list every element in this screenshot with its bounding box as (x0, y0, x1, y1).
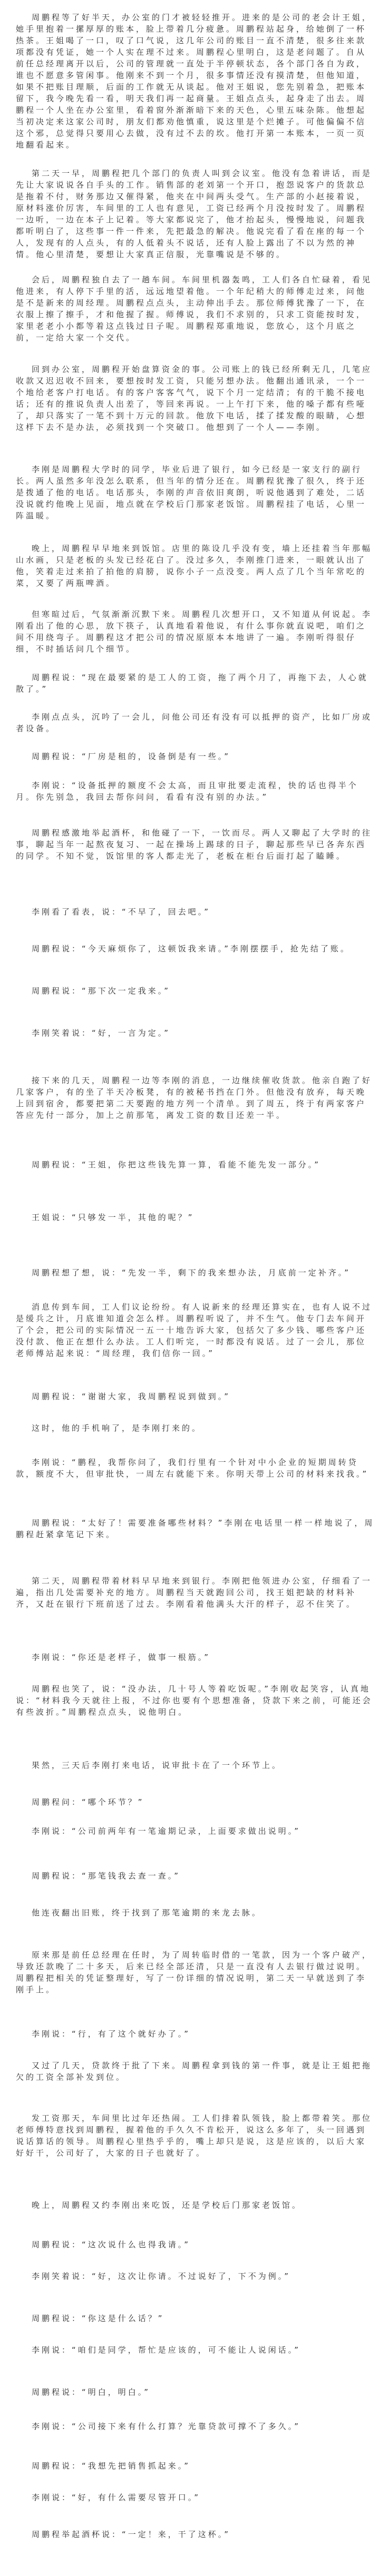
dialogue-paragraph: 周鹏程想了想，说：“先发一半，剩下的我来想办法，月底前一定补齐。” (32, 1268, 351, 1277)
dialogue-paragraph: 周鹏程说：“明白，明白。” (32, 2387, 151, 2397)
dialogue-paragraph: 李刚说：“公司接下来有什么打算？光靠贷款可撑不了多久。” (32, 2422, 301, 2431)
narrative-paragraph: 果然，三天后李刚打来电话，说审批卡在了一个环节上。 (32, 1761, 282, 1770)
narrative-paragraph: 周鹏程等了好半天，办公室的门才被轻轻推开。进来的是公司的老会计王姐，她手里抱着一摞厚厚的账本，脸上带着几分疲惫。周鹏程站起身，给她倒了一杯热茶。王姐喝了一口，叹了口气说，这几年公司的账目一直不清楚，很多往来款项都没有凭证，她一个人实在理不过来。周鹏程心里明白，这是老问题了。自从前任总经理离开以后，公司的管理就一直处于半停顿状态，各个部门各自为政，谁也不愿意多管闲事。他刚来不到一个月，很多事情还没有摸清楚，但他知道，如果不把账目理顺，后面的工作就无从谈起。他对王姐说，您先别着急，把账本留下，我今晚先看一看，明天我们再一起商量。王姐点点头，起身走了出去。周鹏程一个人坐在办公室里，看着窗外渐渐暗下来的天色，心里五味杂陈。他想起当初决定来这家公司时，朋友们都劝他慎重，说这里是个烂摊子。可他偏偏不信这个邪，总觉得只要用心去做，没有过不去的坎。他打开第一本账本，一页一页地翻看起来。 (16, 13, 373, 150)
narrative-paragraph: 周鹏程感激地举起酒杯，和他碰了一下，一饮而尽。两人又聊起了大学时的往事，聊起当年一起熬夜复习、一起在操场上踢球的日子，聊起那些早已各奔东西的同学。不知不觉，饭馆里的客人都走光了，老板在柜台后面打起了瞌睡。 (16, 828, 373, 861)
dialogue-paragraph: 周鹏程也笑了，说：“没办法，几十号人等着吃饭呢。”李刚收起笑容，认真地说：“材料我今天就往上报，不过你也要有个思想准备，贷款下来之前，可能还会有些波折。”周鹏程点点头，说他明白。 (16, 1684, 373, 1717)
dialogue-paragraph: 周鹏程说：“那下次一定我来。” (32, 986, 171, 996)
dialogue-paragraph: 周鹏程举起酒杯说：“一定！来，干了这杯。” (32, 2530, 231, 2539)
narrative-paragraph: 他连夜翻出旧账，终于找到了那笔逾期的来龙去脉。 (32, 1908, 262, 1918)
dialogue-paragraph: 李刚笑着说：“好，这次让你请。不过说好了，下不为例。” (32, 2272, 291, 2281)
dialogue-paragraph: 李刚说：“行，有了这个就好办了。” (32, 2029, 191, 2039)
narrative-paragraph: 消息传到车间，工人们议论纷纷。有人说新来的经理还算实在，也有人说不过是缓兵之计，月底谁知道会怎么样。周鹏程听说了，并不生气。他专门去车间开了个会，把公司的实际情况一五一十地告诉大家，包括欠了多少钱、哪些客户还没付款、他正在想什么办法。工人们听完，一时都没有说话。过了一会儿，那位老师傅站起来说：“周经理，我们信你一回。” (16, 1302, 373, 1358)
dialogue-paragraph: 周鹏程说：“现在最要紧的是工人的工资，拖了两个月了，再拖下去，人心就散了。” (16, 673, 368, 694)
narrative-paragraph: 第二天，周鹏程带着材料早早地来到银行。李刚把他领进办公室，仔细看了一遍，指出几处需要补充的地方。周鹏程当天就跑回公司，找王姐把缺的材料补齐，又赶在银行下班前送了过去。李刚看着他满头大汗的样子，忍不住笑了。 (16, 1576, 373, 1609)
narrative-paragraph: 晚上，周鹏程又约李刚出来吃饭，还是学校后门那家老饭馆。 (32, 2200, 303, 2210)
dialogue-paragraph: 李刚说：“设备抵押的额度不会太高，而且审批要走流程，快的话也得半个月。你先别急，我回去帮你问问，看看有没有别的办法。” (16, 781, 358, 802)
dialogue-paragraph: 李刚说：“公司前两年有一笔逾期记录，上面要求做出说明。” (32, 1826, 301, 1836)
dialogue-paragraph: 周鹏程说：“厂房是租的，设备倒是有一些。” (32, 752, 231, 761)
dialogue-paragraph: 周鹏程说：“谢谢大家，我周鹏程说到做到。” (32, 1392, 231, 1401)
narrative-paragraph: 晚上，周鹏程早早地来到饭馆。店里的陈设几乎没有变，墙上还挂着当年那幅山水画，只是老板的头发已经花白了。没过多久，李刚推门进来，一眼就认出了他，笑着走过来拍了拍他的肩膀，说你小子一点没变。两人点了几个当年常吃的菜，又要了两瓶啤酒。 (16, 544, 373, 588)
dialogue-paragraph: 周鹏程说：“我想先把销售抓起来。” (32, 2461, 191, 2471)
narrative-paragraph: 李刚是周鹏程大学时的同学，毕业后进了银行，如今已经是一家支行的副行长。两人虽然多年没怎么联系，但当年的情分还在。周鹏程犹豫了很久，终于还是拨通了他的电话。电话那头，李刚的声音依旧爽朗，听说他遇到了难处，二话没说就约他晚上见面，地点就在学校后门那家老饭馆。周鹏程挂了电话，心里一阵温暖。 (16, 465, 367, 520)
dialogue-paragraph: 李刚笑着说：“好，一言为定。” (32, 1028, 171, 1038)
narrative-paragraph: 接下来的几天，周鹏程一边等李刚的消息，一边继续催收货款。他亲自跑了好几家客户，有的坐了半天冷板凳，有的被秘书挡在门外。但他没有放弃，每天晚上回到宿舍，都要把第二天要跑的地方列一个清单。到了周五，终于有两家客户答应先付一部分，加上之前那笔，离发工资的数目还差一半。 (16, 1076, 373, 1120)
dialogue-paragraph: 李刚说：“鹏程，我帮你问了，我们行里有一个针对中小企业的短期周转贷款，额度不大，但审批快，一周左右就能下来。你明天带上公司的材料来找我。” (16, 1458, 369, 1479)
dialogue-paragraph: 王姐说：“只够发一半，其他的呢？” (32, 1213, 194, 1222)
dialogue-paragraph: 李刚说：“咱们是同学，帮忙是应该的，可不能让人说闲话。” (32, 2345, 301, 2355)
narrative-paragraph: 又过了几天，贷款终于批了下来。周鹏程拿到钱的第一件事，就是让王姐把拖欠的工资全部补发到位。 (16, 2061, 373, 2082)
dialogue-paragraph: 周鹏程说：“你这是什么话？” (32, 2314, 164, 2323)
dialogue-paragraph: 周鹏程说：“太好了！需要准备哪些材料？”李刚在电话里一样一样地说了，周鹏程赶紧拿笔记下来。 (16, 1518, 375, 1539)
dialogue-paragraph: 周鹏程说：“王姐，你把这些钱先算一算，看能不能先发一部分。” (32, 1160, 321, 1169)
dialogue-paragraph: 李刚说：“你还是老样子，做事一根筋。” (32, 1653, 211, 1662)
dialogue-paragraph: 李刚看了看表，说：“不早了，回去吧。” (32, 907, 211, 917)
dialogue-paragraph: 周鹏程说：“这次说什么也得我请。” (32, 2240, 191, 2249)
dialogue-paragraph: 李刚点点头，沉吟了一会儿，问他公司还有没有可以抵押的资产，比如厂房或者设备。 (16, 712, 373, 733)
narrative-paragraph: 回到办公室，周鹏程开始盘算资金的事。公司账上的钱已经所剩无几，几笔应收款又迟迟收不回来，要想按时发工资，只能另想办法。他翻出通讯录，一个一个地给老客户打电话。有的客户客客气气，说下个月一定结清；有的干脆不接电话；还有的推说负责人出差了，等回来再说。一上午打下来，他的嗓子都有些哑了，却只落实了一笔不到十万元的回款。他放下电话，揉了揉发酸的眼睛，心想这样下去不是办法，必须找到一个突破口。他想到了一个人——李刚。 (16, 365, 373, 432)
narrative-paragraph: 会后，周鹏程独自去了一趟车间。车间里机器轰鸣，工人们各自忙碌着，看见他进来，有人停下手里的活，远远地望着他。一个年纪稍大的师傅走过来，问他是不是新来的周经理。周鹏程点点头，主动伸出手去。那位师傅犹豫了一下，在衣服上擦了擦手，才和他握了握。师傅说，我们不求别的，只求工资能按时发，家里老老小小都等着这点钱过日子呢。周鹏程郑重地说，您放心，这个月底之前，一定给大家一个交代。 (16, 275, 373, 342)
narrative-paragraph: 这时，他的手机响了，是李刚打来的。 (32, 1423, 202, 1433)
dialogue-paragraph: 周鹏程说：“那笔钱我去查一查。” (32, 1871, 181, 1881)
narrative-paragraph: 第二天一早，周鹏程把几个部门的负责人叫到会议室。他没有急着讲话，而是先让大家说说各自手头的工作。销售部的老刘第一个开口，抱怨说客户的货款总是拖着不付，财务那边又催得紧，他夹在中间两头受气。生产部的小赵接着说，原材料涨价厉害，车间里的工人也有意见，工资已经两个月没按时发了。周鹏程一边听，一边在本子上记着。等大家都说完了，他才抬起头，慢慢地说，问题我都听明白了，这些事一件一件来，先把最急的解决。他说完看了看在座的每一个人，发现有的人点头，有的人低着头不说话，还有人脸上露出了不以为然的神情。他心里清楚，要想让大家真正信服，光靠嘴说是不够的。 (16, 169, 373, 259)
dialogue-paragraph: 李刚说：“好，有什么需要尽管开口。” (32, 2493, 201, 2502)
narrative-paragraph: 原来那是前任总经理在任时，为了周转临时借的一笔款，因为一个客户破产，导致还款晚了二十多天，后来已经全部还清，只是一直没有人去银行做过说明。周鹏程把相关的凭证整理好，写了一份详细的情况说明，第二天一早就送到了李刚手上。 (16, 1950, 373, 1994)
dialogue-paragraph: 周鹏程说：“今天麻烦你了，这顿饭我来请。”李刚摆摆手，抢先结了账。 (32, 944, 351, 953)
narrative-paragraph: 但寒暄过后，气氛渐渐沉默下来。周鹏程几次想开口，又不知道从何说起。李刚看出了他的心思，放下筷子，认真地看着他说，有什么事你就直说吧，咱们之间不用绕弯子。周鹏程这才把公司的情况原原本本地讲了一遍。李刚听得很仔细，不时插话问几个细节。 (16, 609, 373, 654)
narrative-paragraph: 发工资那天，车间里比过年还热闹。工人们排着队领钱，脸上都带着笑。那位老师傅特意找到周鹏程，握着他的手久久不肯松开，说这么多年了，头一回遇到说话算话的领导。周鹏程心里热乎乎的，嘴上却只是说，这是应该的，以后大家好好干，公司好了，大家的日子也就好了。 (16, 2113, 373, 2158)
dialogue-paragraph: 周鹏程问：“哪个环节？” (32, 1797, 144, 1807)
